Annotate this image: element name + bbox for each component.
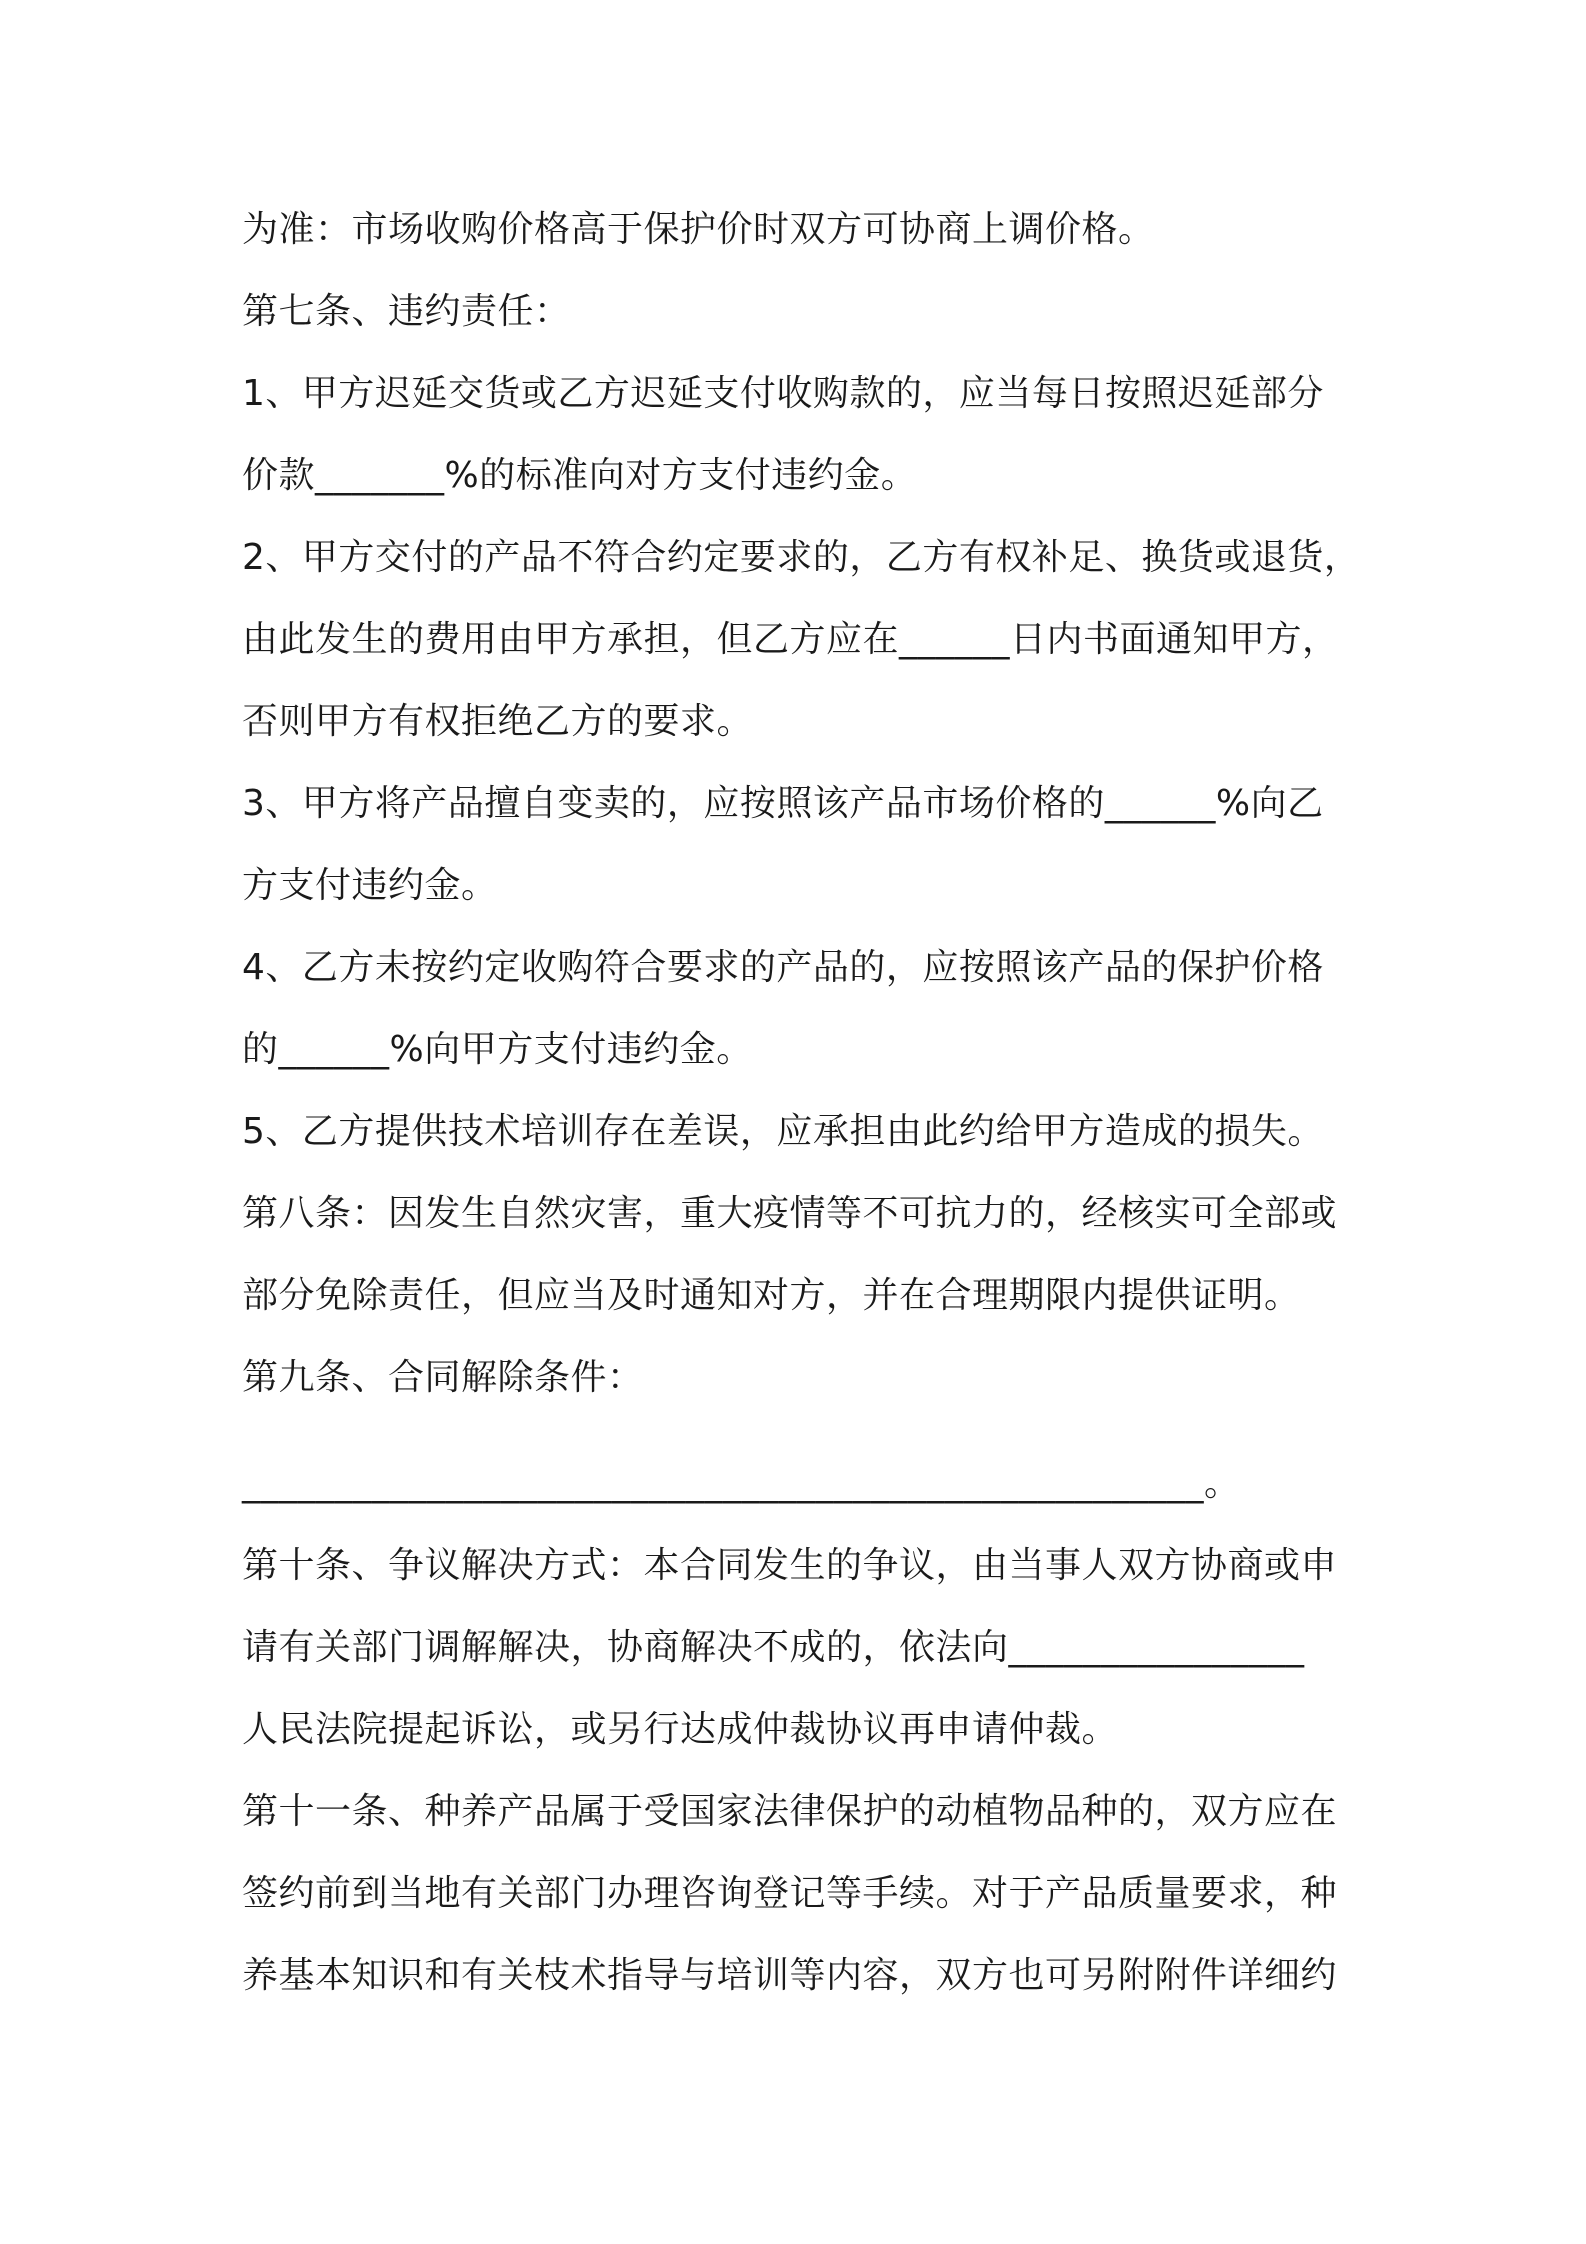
text-line: 方支付违约金。: [242, 865, 498, 906]
text-line: 请有关部门调解解决，协商解决不成的，依法向________________: [242, 1627, 1305, 1668]
text-line: 1、甲方迟延交货或乙方迟延支付收购款的，应当每日按照迟延部分: [242, 373, 1324, 414]
text-line: 4、乙方未按约定收购符合要求的产品的，应按照该产品的保护价格: [242, 947, 1324, 988]
text-line: 价款_______%的标准向对方支付违约金。: [242, 455, 918, 496]
text-line: 人民法院提起诉讼，或另行达成仲裁协议再申请仲裁。: [242, 1709, 1119, 1750]
text-line: 的______%向甲方支付违约金。: [242, 1029, 753, 1070]
article-8-line: 第八条：因发生自然灾害，重大疫情等不可抗力的，经核实可全部或: [242, 1193, 1338, 1234]
article-11-line: 第十一条、种养产品属于受国家法律保护的动植物品种的，双方应在: [242, 1791, 1338, 1832]
article-7-heading: 第七条、违约责任：: [242, 291, 571, 332]
text-line: 否则甲方有权拒绝乙方的要求。: [242, 701, 754, 742]
text-line: 3、甲方将产品擅自变卖的，应按照该产品市场价格的______%向乙: [242, 783, 1324, 824]
text-line: 由此发生的费用由甲方承担，但乙方应在______日内书面通知甲方，: [242, 619, 1339, 660]
text-line: 签约前到当地有关部门办理咨询登记等手续。对于产品质量要求，种: [242, 1873, 1338, 1914]
text-line: 5、乙方提供技术培训存在差误，应承担由此约给甲方造成的损失。: [242, 1111, 1324, 1152]
text-line: 养基本知识和有关枝术指导与培训等内容，双方也可另附附件详细约: [242, 1955, 1338, 1996]
article-10-line: 第十条、争议解决方式：本合同发生的争议，由当事人双方协商或申: [242, 1545, 1338, 1586]
text-line: 为准：市场收购价格高于保护价时双方可协商上调价格。: [242, 209, 1155, 250]
article-9-heading: 第九条、合同解除条件：: [242, 1357, 644, 1398]
blank-fill-line: ____________________________________________________。: [242, 1463, 1241, 1504]
text-line: 2、甲方交付的产品不符合约定要求的，乙方有权补足、换货或退货，: [242, 537, 1361, 578]
text-line: 部分免除责任，但应当及时通知对方，并在合理期限内提供证明。: [242, 1275, 1301, 1316]
